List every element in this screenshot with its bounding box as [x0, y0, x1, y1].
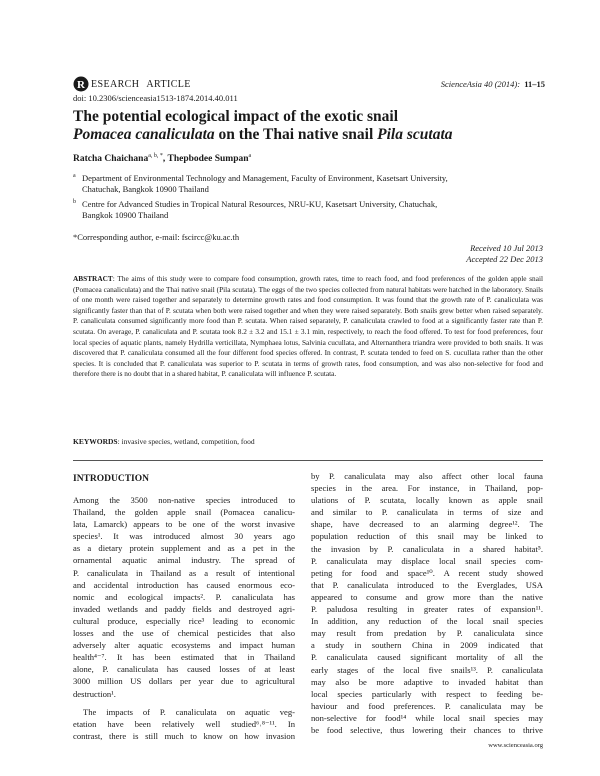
body-line: P. canaliculata may displace local snail species com-: [311, 555, 543, 566]
abstract-heading: ABSTRACT: [73, 274, 113, 283]
body-line: species¹. It was introduced almost 30 years ago: [73, 531, 295, 542]
introduction-heading: INTRODUCTION: [73, 474, 150, 484]
accepted-date: Accepted 22 Dec 2013: [466, 254, 543, 264]
body-line: the invasion by P. canaliculata in a shared habitat⁵.: [311, 543, 543, 554]
body-line: P. canaliculata in Thailand as a result of intentional: [73, 567, 295, 578]
body-line: and similar to P. canaliculata in terms of size and: [311, 507, 543, 518]
author-list: [73, 153, 251, 164]
affiliation-line: Chatuchak, Bangkok 10900 Thailand: [82, 184, 209, 194]
article-type-second: ARTICLE: [146, 79, 191, 90]
title-middle: on the Thai native snail: [214, 126, 378, 143]
body-line: alone, P. canaliculata has caused losses of at least: [73, 664, 295, 675]
author-separator: ,: [162, 154, 168, 165]
body-line: ulations of P. scutata, locally known as apple snail: [311, 495, 543, 506]
body-line: that P. canaliculata introduced to the Everglades, USA: [311, 579, 543, 590]
body-column-left: [73, 494, 295, 742]
body-line: local species particularly with respect to feeding be-: [311, 688, 543, 699]
affiliation-mark: b: [73, 199, 76, 205]
author-2: Thepbodee Sumpan: [167, 154, 249, 165]
affiliation-b: [73, 199, 543, 221]
body-line: losses and the use of chemical pesticides that also: [73, 628, 295, 639]
body-line: nomic and ecological impacts². P. canaliculata has: [73, 591, 295, 602]
body-line: The impacts of P. canaliculata on aquatic veg-: [83, 706, 295, 717]
body-line: peting for food and space¹⁰. A recent study showed: [311, 567, 543, 578]
body-line: In addition, any reduction of the local snail species: [311, 616, 543, 627]
body-column-right: [311, 470, 543, 736]
body-line: be food selective, thus lowering their chances to thrive: [311, 724, 543, 735]
body-line: early stages of the local five snails¹³. P. canaliculata: [311, 664, 543, 675]
body-line: and accidental introduction has caused enormous eco-: [73, 579, 295, 590]
body-line: appeared to consume and grow more than the native: [311, 591, 543, 602]
doi[interactable]: doi: 10.2306/scienceasia1513-1874.2014.40.011: [73, 93, 238, 103]
body-line: haviour and food preferences. P. canaliculata may be: [311, 700, 543, 711]
body-line: P. paludosa resulting in greater rates of expansion¹¹.: [311, 604, 543, 615]
body-line: by P. canaliculata may also affect other local fauna: [311, 471, 543, 481]
body-line: Thailand, the golden apple snail (Pomacea canalicu-: [73, 507, 295, 518]
affiliation-line: Centre for Advanced Studies in Tropical Natural Resources, NRU-KU, Kasetsart University, Chatuchak,: [82, 199, 438, 209]
section-divider: [73, 460, 543, 461]
body-line: cultural produce, especially rice³ leading to economic: [73, 615, 295, 626]
corresponding-author: *Corresponding author, e-mail: fscircc@ku.ac.th: [73, 232, 240, 242]
body-line: shape, have decreased to an alarming degree¹². The: [311, 519, 543, 530]
body-line: as a dietary protein supplement and as a pet in the: [73, 543, 295, 554]
body-line: may result from predation by P. canaliculata since: [311, 628, 543, 639]
title-line-1: The potential ecological impact of the exotic snail: [73, 108, 399, 125]
title-species-1: Pomacea canaliculata: [73, 126, 215, 143]
title-line-2: [73, 126, 543, 144]
affiliation-line: Bangkok 10900 Thailand: [82, 210, 169, 220]
body-line: population reduction of this snail may be linked to: [311, 531, 543, 542]
affiliation-line: Department of Environmental Technology and Management, Faculty of Environment, Kasetsart University,: [82, 173, 448, 183]
journal-name: ScienceAsia 40 (2014):: [440, 79, 521, 89]
body-line: a study in southern China in 2009 indicated that: [311, 640, 543, 651]
research-logo-icon: [73, 76, 89, 92]
body-line: ornamental aquatic animal industry. The spread of: [73, 555, 295, 566]
body-line: 3000 million US dollars per year due to agricultural: [73, 676, 295, 687]
author-1-marks: a, b, *: [148, 153, 163, 159]
journal-citation: [441, 79, 545, 89]
footer-website[interactable]: www.scienceasia.org: [488, 742, 543, 749]
article-type-first: ESEARCH: [91, 79, 140, 90]
journal-pages: 11–15: [524, 79, 545, 89]
body-line: may also be more adaptive to invaded habitat than: [311, 676, 543, 687]
author-1: Ratcha Chaichana: [73, 154, 149, 165]
body-line: adversely alter aquatic ecosystems and impact human: [73, 640, 295, 651]
received-date: Received 10 Jul 2013: [470, 243, 543, 253]
affiliation-a: [73, 173, 543, 195]
body-line: contrast, there is still much to know on how invasion: [73, 730, 295, 741]
article-type-label: [91, 79, 191, 90]
body-line: lata, Lamarck) appears to be one of the worst invasive: [73, 519, 295, 530]
abstract: [73, 274, 543, 380]
body-line: destruction¹.: [73, 688, 116, 699]
article-title: [73, 108, 543, 144]
body-line: invaded wetlands and paddy fields and destroyed agri-: [73, 603, 295, 614]
abstract-text: : The aims of this study were to compare food consumption, growth rates, time to reach food, and food preferences of the golden apple snail (Pomacea canaliculata) and the Thai native snail (Pila scutata). The eggs of the two species collected from natural habitats were hatched in the laboratory. Snails of one month were raised together and separately to determine growth rates and food consumption. It was found that the growth rate of P. canaliculata was significantly faster than that of P. scutata when both were raised together and when they were raised separately. Both snails grew better when raised separately. P. canaliculata consumed significantly more food than P. scutata. When raised separately, P. canaliculata crawled to food at a significantly faster rate than P. scutata. On average, P. canaliculata and P. scutata took 8.2 ± 3.2 and 15.1 ± 3.1 min, respectively, to reach the food offered. To test for food preferences, four local species of aquatic plants, namely Hydrilla verticillata, Nymphaea lotus, Salvinia cucullata, and Alternanthera triandra were provided to both snails. It was discovered that P. canaliculata consumed all the four different food species offered. In contrast, P. scutata tended to feed on S. cucullata rather than the other species. It is concluded that P. canaliculata was superior to P. scutata in terms of growth rates, food consumption, and was also non-selective for food and therefore there is no doubt that in a shared habitat, P. canaliculata will influence P. scutata.: [73, 274, 543, 379]
body-line: species in the area. For instance, in Thailand, pop-: [311, 483, 543, 494]
title-species-2: Pila scutata: [377, 126, 453, 143]
keywords-text: : invasive species, wetland, competition, food: [117, 437, 255, 446]
article-dates: [466, 243, 543, 265]
body-line: health⁴⁻⁷. It has been estimated that in Thailand: [73, 652, 295, 663]
author-2-marks: a: [248, 153, 252, 159]
body-line: non-selective for food¹⁴ while local snail species may: [311, 712, 543, 723]
keywords: [73, 437, 255, 446]
affiliation-mark: a: [73, 173, 76, 179]
body-line: Among the 3500 non-native species introduced to: [73, 495, 295, 505]
body-line: etation have been relatively well studied⁶˒⁸⁻¹¹. In: [73, 718, 295, 729]
body-line: P. canaliculata caused significant mortality of all the: [311, 652, 543, 663]
svg-text:R: R: [77, 79, 85, 91]
keywords-heading: KEYWORDS: [73, 437, 118, 446]
